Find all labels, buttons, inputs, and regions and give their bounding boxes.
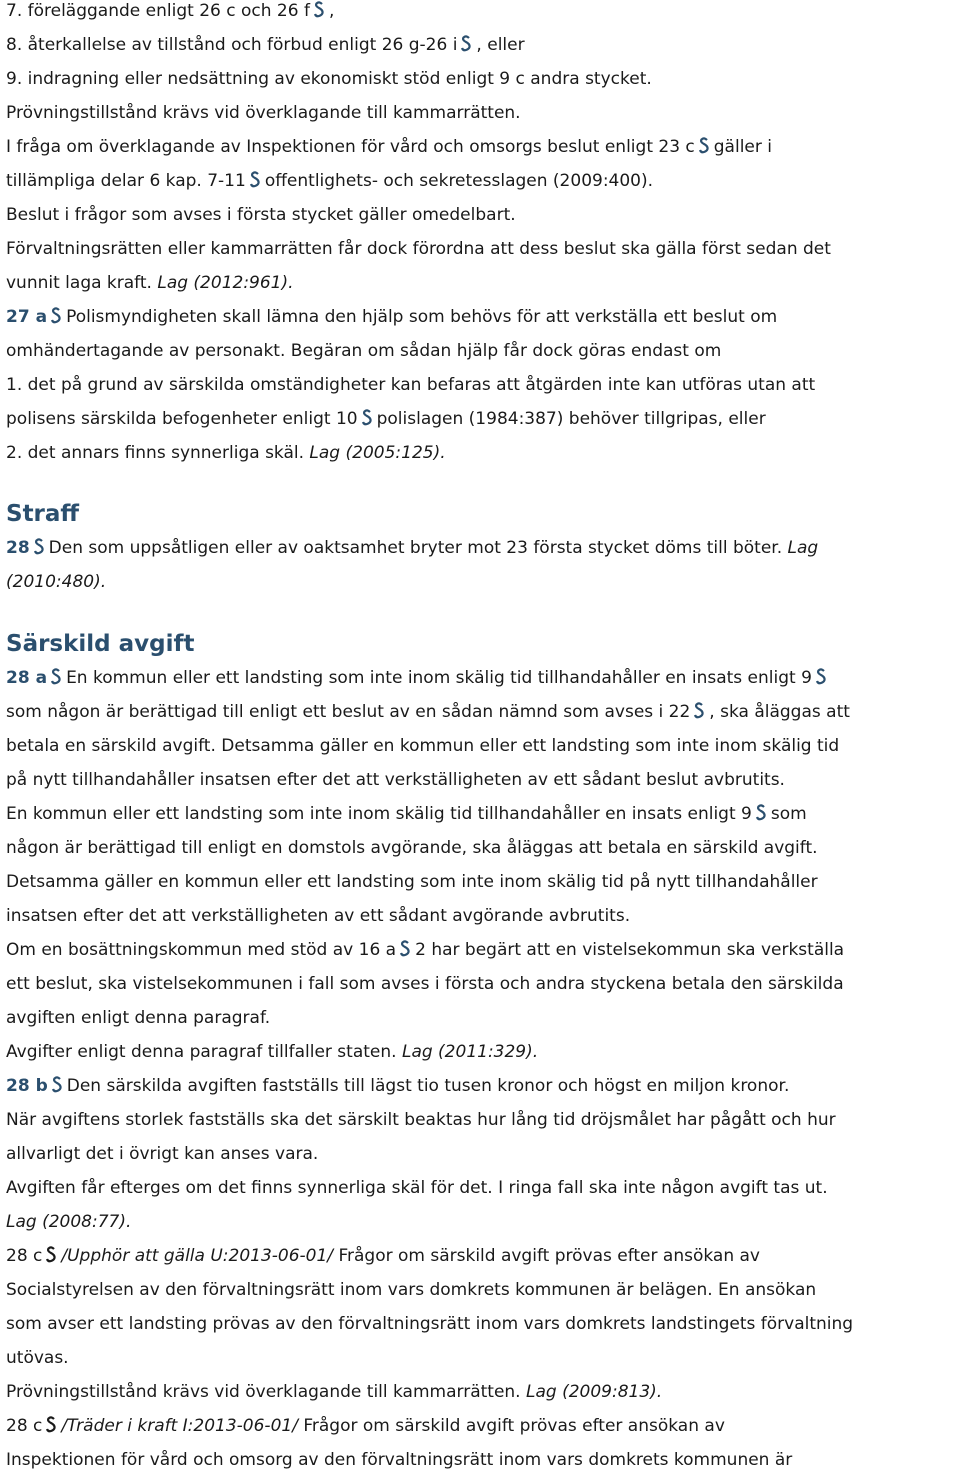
text-line <box>6 1035 958 1069</box>
section-sign-icon <box>314 1 325 19</box>
section-sign-icon <box>694 702 705 720</box>
section-sign-icon <box>52 1076 63 1094</box>
text-line <box>6 0 958 28</box>
text-line: Avgiften får efterges om det finns synnerliga skäl för det. I ringa fall ska inte någon avgift tas ut. <box>6 1178 828 1198</box>
text-line <box>6 1205 958 1239</box>
text-line: avgiften enligt denna paragraf. <box>6 1008 271 1028</box>
line-text: som <box>770 804 807 824</box>
text-line: Förvaltningsrätten eller kammarrätten får dock förordna att dess beslut ska gälla först sedan det <box>6 239 831 259</box>
text-line: 1. det på grund av särskilda omständigheter kan befaras att åtgärden inte kan utföras utan att <box>6 375 816 395</box>
paragraph-number: 28 c <box>6 1246 43 1266</box>
line-text: , eller <box>476 35 525 55</box>
section-sign-icon <box>250 171 261 189</box>
line-text: 8. återkallelse av tillstånd och förbud enligt 26 g-26 i <box>6 35 458 55</box>
line-text: Frågor om särskild avgift prövas efter ansökan av <box>303 1416 725 1436</box>
section-sign-icon <box>362 409 373 427</box>
text-line <box>6 164 958 198</box>
line-text: , ska åläggas att <box>709 702 850 722</box>
text-line <box>6 1375 958 1409</box>
status-note: /Upphör att gälla U:2013-06-01/ <box>61 1246 334 1266</box>
text-line <box>6 402 958 436</box>
text-line <box>6 695 958 729</box>
text-line <box>6 933 958 967</box>
text-line <box>6 28 958 62</box>
line-text: 2. det annars finns synnerliga skäl. <box>6 443 305 463</box>
text-line: omhändertagande av personakt. Begäran om sådan hjälp får dock göras endast om <box>6 341 722 361</box>
text-line: allvarligt det i övrigt kan anses vara. <box>6 1144 319 1164</box>
text-line <box>6 1069 958 1103</box>
text-line <box>6 661 958 695</box>
section-sign-icon <box>51 307 62 325</box>
line-text: Avgifter enligt denna paragraf tillfaller staten. <box>6 1042 397 1062</box>
line-text: polisens särskilda befogenheter enligt 10 <box>6 409 358 429</box>
line-text: Den särskilda avgiften fastställs till lägst tio tusen kronor och högst en miljon kronor. <box>66 1076 790 1096</box>
paragraph-number: 28 a <box>6 668 48 688</box>
text-line <box>6 266 958 300</box>
line-text: Prövningstillstånd krävs vid överklagande till kammarrätten. <box>6 1382 521 1402</box>
law-reference: (2010:480). <box>6 572 107 592</box>
text-line: 9. indragning eller nedsättning av ekonomiskt stöd enligt 9 c andra stycket. <box>6 69 652 89</box>
law-reference: Lag (2009:813). <box>526 1382 663 1402</box>
text-line: Prövningstillstånd krävs vid överklagande till kammarrätten. <box>6 103 521 123</box>
text-line: någon är berättigad till enligt en domstols avgörande, ska åläggas att betala en särskild avgift. <box>6 838 818 858</box>
text-line <box>6 1239 958 1273</box>
law-reference: Lag (2008:77). <box>6 1212 132 1232</box>
text-line <box>6 531 958 565</box>
line-text: vunnit laga kraft. <box>6 273 152 293</box>
text-line <box>6 130 958 164</box>
text-line: ett beslut, ska vistelsekommunen i fall som avses i första och andra styckena betala den särskilda <box>6 974 844 994</box>
status-note: /Träder i kraft I:2013-06-01/ <box>61 1416 298 1436</box>
line-text: tillämpliga delar 6 kap. 7-11 <box>6 171 246 191</box>
law-reference: Lag (2005:125). <box>309 443 446 463</box>
law-reference: Lag (2011:329). <box>401 1042 539 1062</box>
line-text: , <box>328 1 335 21</box>
section-sign-icon <box>46 1416 57 1434</box>
text-line <box>6 797 958 831</box>
line-text: polislagen (1984:387) behöver tillgripas, eller <box>376 409 766 429</box>
paragraph-number: 28 c <box>6 1416 43 1436</box>
text-line: Detsamma gäller en kommun eller ett landsting som inte inom skälig tid på nytt tillhandahåller <box>6 872 818 892</box>
line-text: som någon är berättigad till enligt ett beslut av en sådan nämnd som avses i 22 <box>6 702 691 722</box>
paragraph-number: 27 a <box>6 307 48 327</box>
section-sign-icon <box>461 35 472 53</box>
text-line: insatsen efter det att verkställigheten av ett sådant avgörande avbrutits. <box>6 906 631 926</box>
text-line: Inspektionen för vård och omsorg av den förvaltningsrätt inom vars domkrets kommunen är <box>6 1450 793 1470</box>
text-line: på nytt tillhandahåller insatsen efter det att verkställigheten av ett sådant beslut avbrutits. <box>6 770 785 790</box>
section-heading: Straff <box>6 501 80 527</box>
section-heading: Särskild avgift <box>6 631 195 657</box>
line-text: 2 har begärt att en vistelsekommun ska verkställa <box>415 940 845 960</box>
line-text: Polismyndigheten skall lämna den hjälp som behövs för att verkställa ett beslut om <box>66 307 778 327</box>
law-reference: Lag (2012:961). <box>157 273 294 293</box>
section-sign-icon <box>51 668 62 686</box>
line-text: Om en bosättningskommun med stöd av 16 a <box>6 940 397 960</box>
law-reference: Lag <box>787 538 819 558</box>
text-line: som avser ett landsting prövas av den förvaltningsrätt inom vars domkrets landstingets förvaltning <box>6 1314 854 1334</box>
paragraph-number: 28 <box>6 538 30 558</box>
line-text: I fråga om överklagande av Inspektionen för vård och omsorgs beslut enligt 23 c <box>6 137 695 157</box>
section-sign-icon <box>756 804 767 822</box>
line-text: Frågor om särskild avgift prövas efter ansökan av <box>338 1246 760 1266</box>
section-sign-icon <box>699 137 710 155</box>
text-line: När avgiftens storlek fastställs ska det särskilt beaktas hur lång tid dröjsmålet har pågått och hur <box>6 1110 836 1130</box>
text-line <box>6 1409 958 1443</box>
text-line: utövas. <box>6 1348 69 1368</box>
text-line <box>6 565 958 599</box>
section-sign-icon <box>816 668 827 686</box>
line-text: offentlighets- och sekretesslagen (2009:400). <box>264 171 654 191</box>
paragraph-number: 28 b <box>6 1076 48 1096</box>
line-text: gäller i <box>713 137 772 157</box>
line-text: En kommun eller ett landsting som inte inom skälig tid tillhandahåller en insats enligt 9 <box>66 668 812 688</box>
text-line <box>6 300 958 334</box>
line-text: En kommun eller ett landsting som inte inom skälig tid tillhandahåller en insats enligt 9 <box>6 804 752 824</box>
text-line: betala en särskild avgift. Detsamma gäller en kommun eller ett landsting som inte inom skälig tid <box>6 736 840 756</box>
line-text: Den som uppsåtligen eller av oaktsamhet bryter mot 23 första stycket döms till böter. <box>48 538 783 558</box>
section-sign-icon <box>34 538 45 556</box>
line-text: 7. föreläggande enligt 26 c och 26 f <box>6 1 310 21</box>
text-line <box>6 436 958 470</box>
section-sign-icon <box>46 1246 57 1264</box>
text-line: Socialstyrelsen av den förvaltningsrätt inom vars domkrets kommunen är belägen. En ansökan <box>6 1280 817 1300</box>
section-sign-icon <box>400 940 411 958</box>
text-line: Beslut i frågor som avses i första stycket gäller omedelbart. <box>6 205 516 225</box>
document-body <box>6 0 958 1477</box>
